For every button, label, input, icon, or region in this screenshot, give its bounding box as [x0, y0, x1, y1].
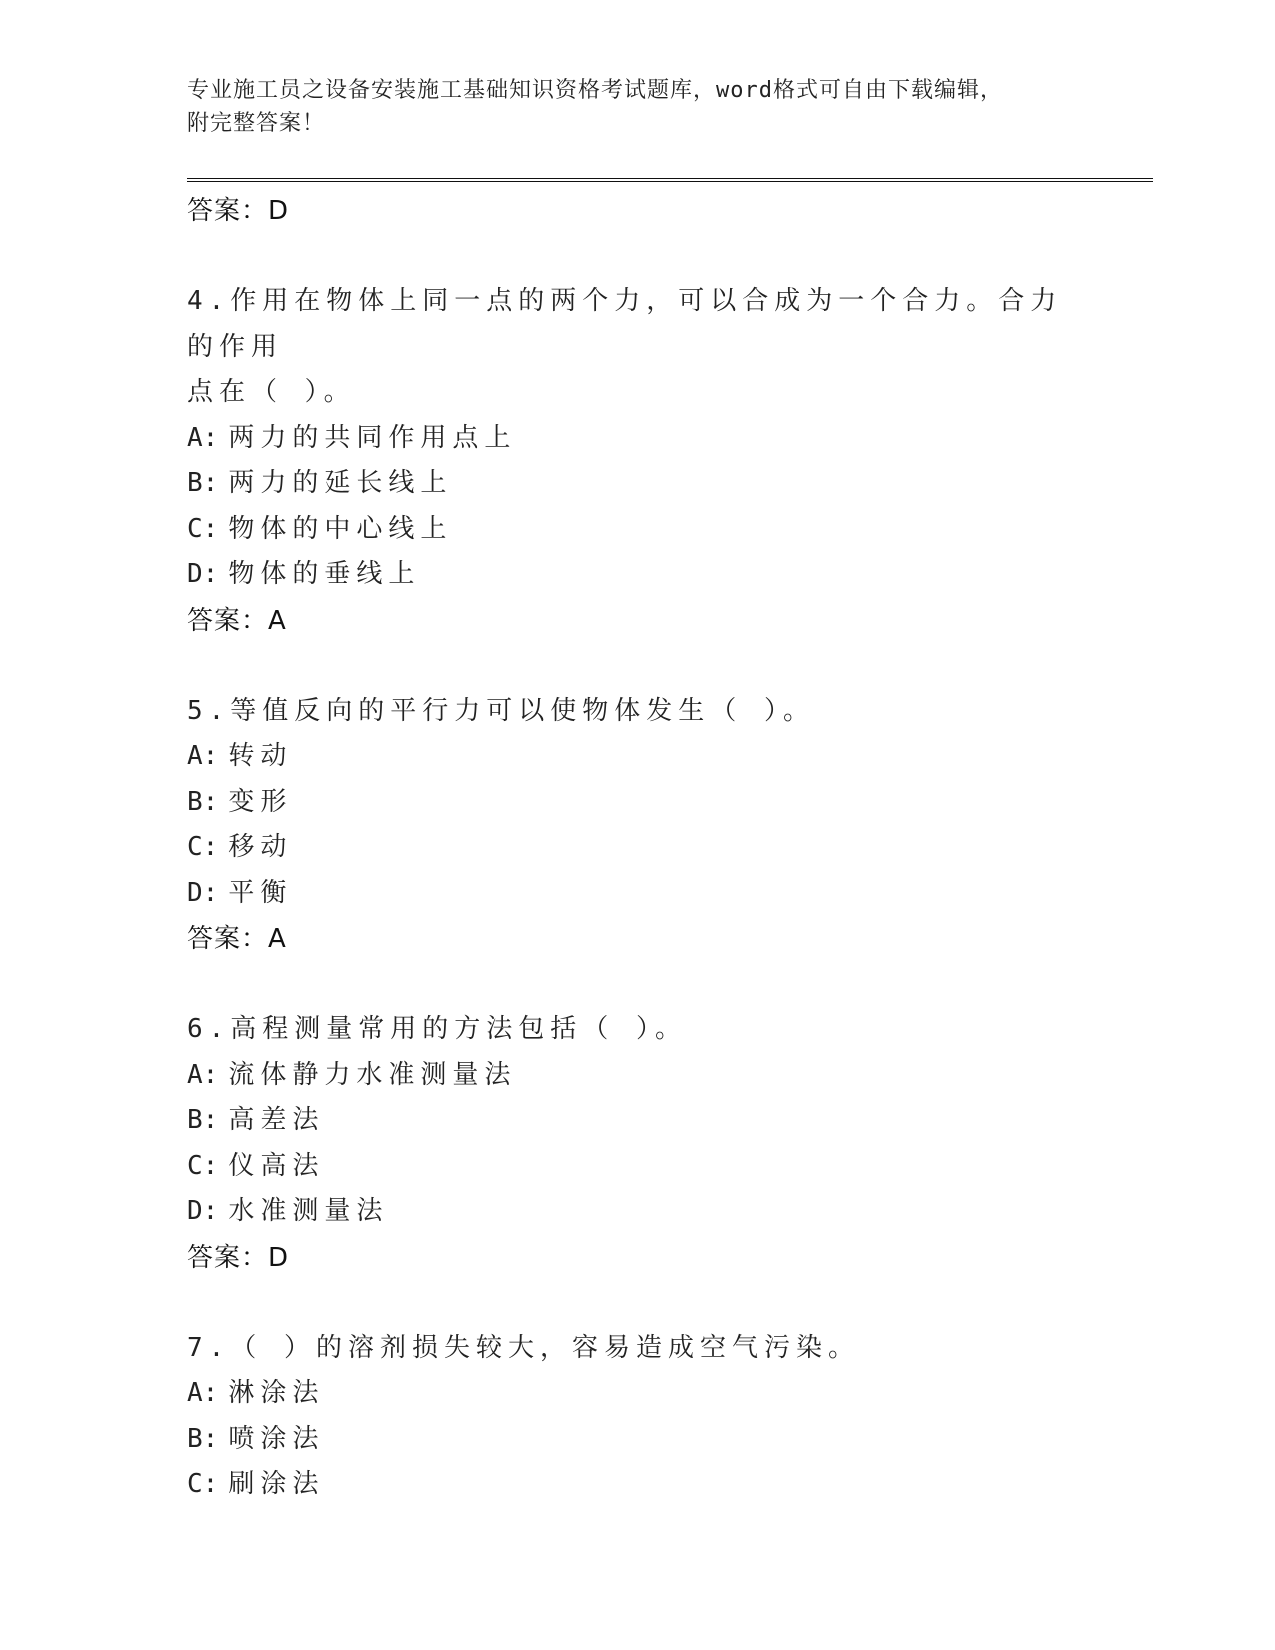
document-header	[187, 74, 1067, 140]
question-block	[187, 689, 1087, 963]
question-stem: 4.作用在物体上同一点的两个力，可以合成为一个合力。合力的作用	[187, 286, 1063, 362]
option-text: 喷涂法	[228, 1423, 325, 1454]
option-key: B:	[187, 1423, 219, 1454]
option-text: 变形	[228, 786, 293, 817]
option-text: 仪高法	[228, 1150, 325, 1181]
answer-value: D	[268, 196, 290, 226]
option-key: A:	[187, 1378, 219, 1408]
answer-value: A	[268, 924, 287, 954]
option-b	[187, 780, 1087, 826]
answer-line	[187, 916, 1087, 962]
option-d	[187, 1189, 1087, 1235]
question-block	[187, 1007, 1087, 1281]
answer-value: D	[268, 1242, 290, 1273]
option-text: 移动	[228, 832, 293, 862]
header-line-2: 附完整答案！	[187, 111, 326, 136]
option-text: 两力的共同作用点上	[228, 422, 517, 453]
question-stem: 5.等值反向的平行力可以使物体发生（ ）。	[187, 695, 815, 726]
option-text: 转动	[228, 741, 293, 771]
header-line-1: 专业施工员之设备安装施工基础知识资格考试题库，word格式可自由下载编辑，	[187, 78, 1003, 103]
option-key: A:	[187, 422, 219, 453]
answer-line	[187, 188, 1087, 234]
option-c	[187, 507, 1087, 553]
option-a	[187, 1371, 1087, 1417]
answer-value: A	[268, 605, 287, 636]
option-key: A:	[187, 741, 219, 771]
option-key: C:	[187, 1469, 219, 1499]
answer-line	[187, 598, 1087, 644]
option-c	[187, 1144, 1087, 1190]
option-text: 平衡	[228, 877, 293, 908]
option-text: 高差法	[228, 1105, 325, 1135]
option-text: 物体的中心线上	[228, 513, 453, 544]
option-text: 物体的垂线上	[228, 559, 421, 589]
answer-label: 答案：	[187, 924, 269, 954]
answer-label: 答案：	[187, 605, 269, 636]
option-text: 两力的延长线上	[228, 468, 453, 498]
option-text: 水准测量法	[228, 1196, 389, 1226]
option-a	[187, 734, 1087, 780]
option-key: B:	[187, 468, 219, 498]
option-key: B:	[187, 1105, 219, 1135]
question-list	[187, 188, 1087, 1508]
option-d	[187, 552, 1087, 598]
option-text: 刷涂法	[228, 1469, 325, 1499]
option-key: C:	[187, 1150, 219, 1181]
option-key: B:	[187, 786, 219, 817]
question-stem: 6.高程测量常用的方法包括（ ）。	[187, 1014, 687, 1044]
option-key: C:	[187, 513, 219, 544]
option-a	[187, 1053, 1087, 1099]
option-key: D:	[187, 877, 219, 908]
option-text: 淋涂法	[228, 1378, 325, 1408]
option-c	[187, 825, 1087, 871]
question-stem-continued: 点在（ ）。	[187, 377, 356, 407]
option-text: 流体静力水准测量法	[228, 1059, 517, 1090]
question-stem: 7.（ ）的溶剂损失较大，容易造成空气污染。	[187, 1332, 860, 1363]
question-block	[187, 1326, 1087, 1508]
question-block	[187, 279, 1087, 644]
option-b	[187, 1098, 1087, 1144]
option-key: A:	[187, 1059, 219, 1090]
option-key: D:	[187, 559, 219, 589]
option-b	[187, 461, 1087, 507]
answer-label: 答案：	[187, 1242, 269, 1273]
option-a	[187, 416, 1087, 462]
option-c	[187, 1462, 1087, 1508]
option-key: D:	[187, 1196, 219, 1226]
option-b	[187, 1417, 1087, 1463]
option-key: C:	[187, 832, 219, 862]
answer-label: 答案：	[187, 196, 269, 226]
header-double-rule	[187, 178, 1153, 182]
answer-line	[187, 1235, 1087, 1281]
option-d	[187, 871, 1087, 917]
